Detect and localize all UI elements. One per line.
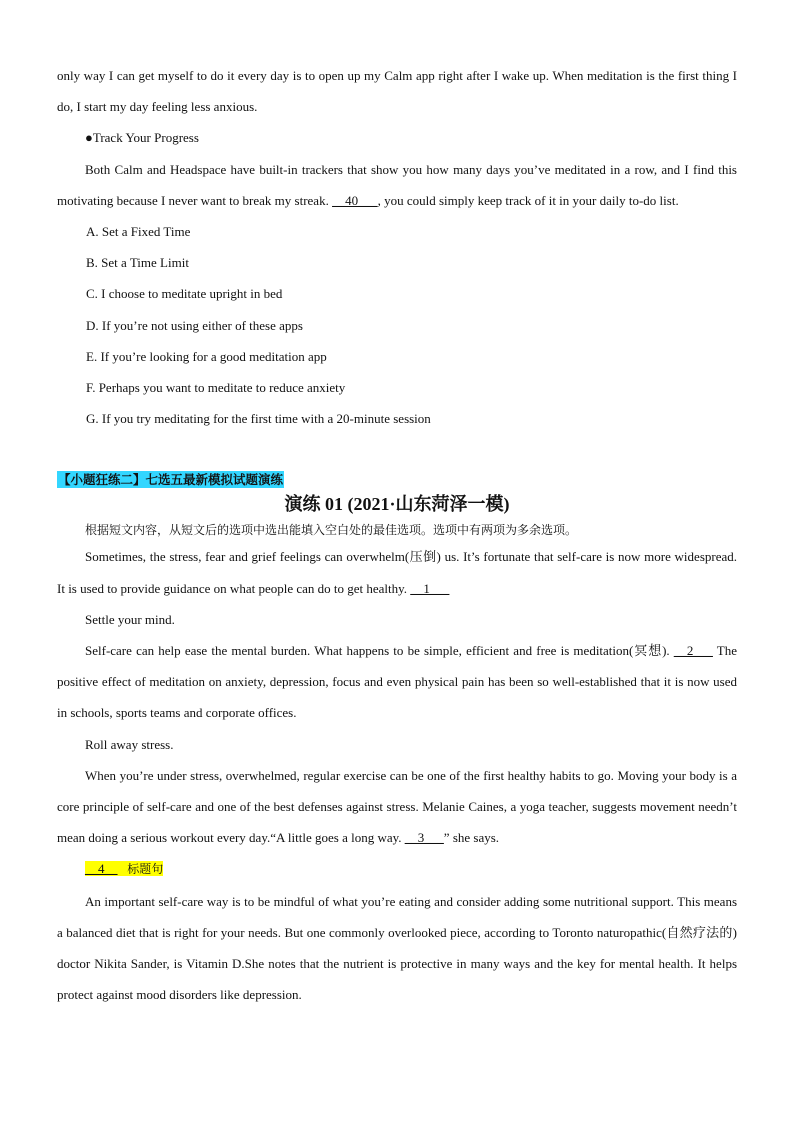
instruction-text: 根据短文内容，从短文后的选项中选出能填入空白处的最佳选项。选项中有两项为多余选项。 <box>85 523 578 538</box>
blank-3: __3___ <box>404 830 444 846</box>
paragraph-text: The positive effect of meditation on anxiety, depression, focus and even physical pain has been so well-established that it is now used in schools, sports teams and corporate offices. <box>57 643 737 721</box>
option-b: B. Set a Time Limit <box>86 255 189 271</box>
exercise-title: 演练 01 (2021·山东菏泽一模) <box>284 494 510 515</box>
option-a: A. Set a Fixed Time <box>86 224 191 240</box>
blank-2: __2___ <box>673 643 713 659</box>
paragraph-2 <box>57 635 737 729</box>
highlighted-heading <box>85 861 163 876</box>
heading-roll-away-stress: Roll away stress. <box>85 736 174 752</box>
paragraph-text: When you’re under stress, overwhelmed, regular exercise can be one of the first healthy habits to go. Moving your body is a core principle of self-care and one of the best defenses against stress. Melanie Caines, a yoga teacher, suggests movement needn’t mean doing a serious workout every day.“A little goes a long way. <box>57 767 737 846</box>
option-d: D. If you’re not using either of these apps <box>86 317 303 333</box>
heading-blank-4 <box>57 853 737 885</box>
paragraph-track-progress <box>57 154 737 216</box>
option-e: E. If you’re looking for a good meditation app <box>86 348 327 364</box>
paragraph-text: ” she says. <box>443 830 500 846</box>
section-tag: 【小题狂练二】七选五最新模拟试题演练 <box>58 472 284 488</box>
paragraph-3 <box>57 760 737 854</box>
paragraph-text: , you could simply keep track of it in your daily to-do list. <box>377 192 679 208</box>
blank-1: __1___ <box>410 580 450 596</box>
option-c: C. I choose to meditate upright in bed <box>86 286 283 302</box>
heading-track-progress: ●Track Your Progress <box>85 130 199 146</box>
paragraph-text: Both Calm and Headspace have built-in trackers that show you how many days you’ve meditated in a row, and I find this motivating because I never want to break my streak. <box>57 161 737 208</box>
blank-4: __4__ <box>85 861 118 877</box>
paragraph-continuation: only way I can get myself to do it every day is to open up my Calm app right after I wake up. When meditation is the first thing I do, I start my day feeling less anxious. <box>57 68 737 115</box>
paragraph-4: An important self-care way is to be mindful of what you’re eating and consider adding some nutritional support. This means a balanced diet that is right for your needs. But one commonly overlooked piece, according to Toronto naturopathic(自然疗法的) doctor Nikita Sander, is Vitamin D.She notes that the nutrient is protective in many ways and the key for mental health. It helps protect against mood disorders like depression. <box>57 893 737 1003</box>
document-body <box>57 60 737 1010</box>
heading-settle-mind: Settle your mind. <box>85 611 175 627</box>
section-gap <box>57 434 737 464</box>
heading-label: 标题句 <box>127 862 164 877</box>
option-g: G. If you try meditating for the first time with a 20-minute session <box>86 411 431 427</box>
paragraph-text: Sometimes, the stress, fear and grief feelings can overwhelm(压倒) us. It’s fortunate that self-care is now more widespread. It is used to provide guidance on what people can do to get healthy. <box>57 549 737 596</box>
option-f: F. Perhaps you want to meditate to reduce anxiety <box>86 380 346 396</box>
paragraph-1 <box>57 541 737 603</box>
blank-40: __40___ <box>332 192 378 208</box>
paragraph-text: Self-care can help ease the mental burden. What happens to be simple, efficient and free is meditation(冥想). <box>85 643 674 659</box>
